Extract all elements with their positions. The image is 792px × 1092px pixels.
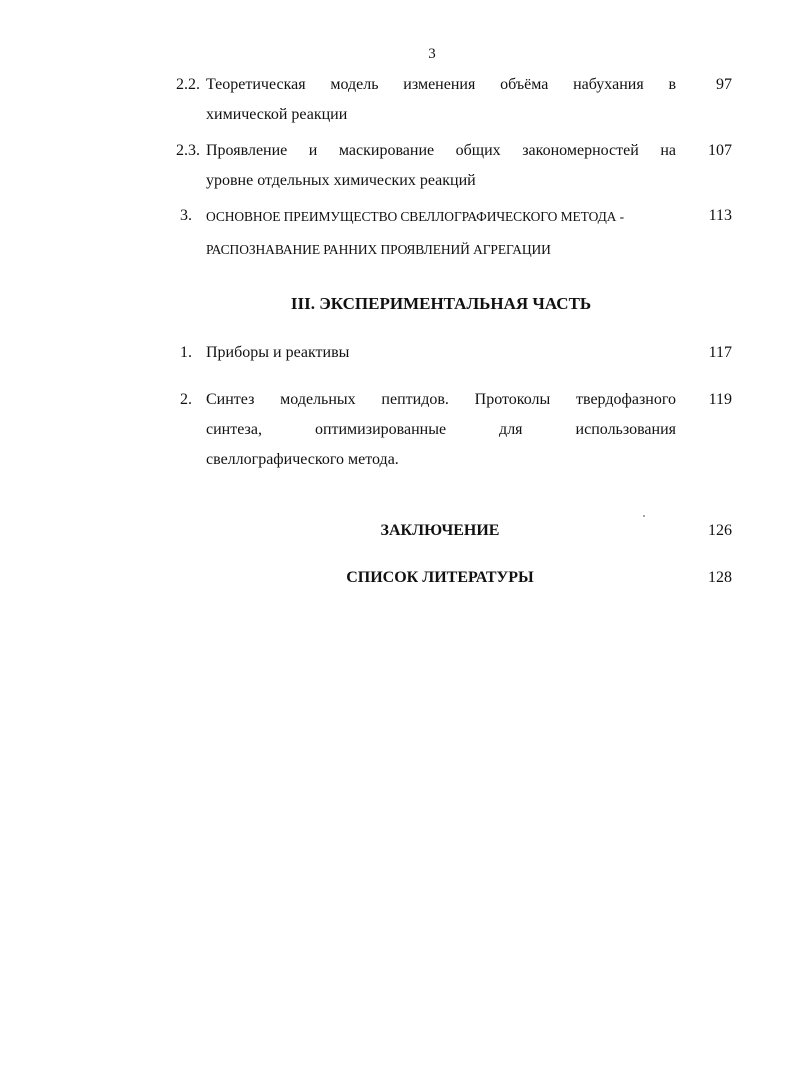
toc-entry-page: 113 bbox=[708, 207, 732, 224]
conclusion-page: 126 bbox=[708, 522, 732, 539]
toc-entry-line: свеллографического метода. bbox=[206, 451, 399, 468]
page-number: 3 bbox=[428, 46, 436, 62]
references-title: СПИСОК ЛИТЕРАТУРЫ bbox=[346, 569, 534, 586]
toc-entry-number: 1. bbox=[180, 344, 192, 361]
toc-entry-line: Синтез модельных пептидов. Протоколы твердофазного bbox=[206, 391, 676, 408]
toc-entry-line: Приборы и реактивы bbox=[206, 344, 350, 361]
toc-entry-line: Теоретическая модель изменения объёма набухания в bbox=[206, 76, 676, 93]
toc-entry-number: 2.2. bbox=[176, 76, 200, 93]
section-heading: III. ЭКСПЕРИМЕНТАЛЬНАЯ ЧАСТЬ bbox=[290, 294, 592, 313]
toc-entry-page: 107 bbox=[708, 142, 732, 159]
toc-entry-line: уровне отдельных химических реакций bbox=[206, 172, 476, 189]
toc-entry-line: ОСНОВНОЕ ПРЕИМУЩЕСТВО СВЕЛЛОГРАФИЧЕСКОГО МЕТОДА - bbox=[206, 209, 624, 224]
toc-entry-line: синтеза, оптимизированные для использования bbox=[206, 421, 676, 438]
conclusion-title: ЗАКЛЮЧЕНИЕ bbox=[380, 522, 500, 539]
scan-speck bbox=[643, 515, 645, 517]
toc-entry-line: РАСПОЗНАВАНИЕ РАННИХ ПРОЯВЛЕНИЙ АГРЕГАЦИИ bbox=[206, 242, 551, 257]
toc-entry-page: 97 bbox=[716, 76, 732, 93]
toc-entry-number: 2.3. bbox=[176, 142, 200, 159]
toc-entry-line: химической реакции bbox=[206, 106, 348, 123]
toc-entry-line: Проявление и маскирование общих закономерностей на bbox=[206, 142, 676, 159]
toc-entry-number: 2. bbox=[180, 391, 192, 408]
toc-entry-page: 119 bbox=[708, 391, 732, 408]
toc-entry-page: 117 bbox=[708, 344, 732, 361]
toc-entry-number: 3. bbox=[180, 207, 192, 224]
references-page: 128 bbox=[708, 569, 732, 586]
